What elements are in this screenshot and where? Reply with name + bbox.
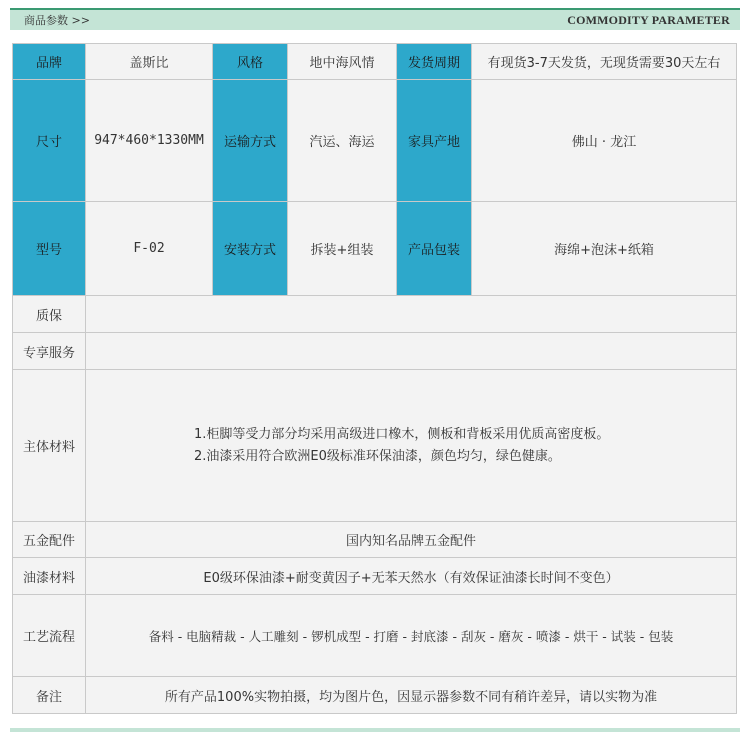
material-label: 主体材料 [13,370,86,522]
process-value: 备料 - 电脑精裁 - 人工雕刻 - 锣机成型 - 打磨 - 封底漆 - 刮灰 - 磨灰 - 喷漆 - 烘干 - 试装 - 包装 [86,595,737,677]
transport-value: 汽运、海运 [288,80,397,202]
packaging-label: 产品包装 [397,202,472,296]
service-value [86,333,737,370]
model-label: 型号 [13,202,86,296]
service-label: 专享服务 [13,333,86,370]
packaging-value: 海绵+泡沫+纸箱 [472,202,737,296]
table-row [13,522,737,558]
model-value: F-02 [86,202,213,296]
table-row [13,558,737,595]
table-row [13,80,737,202]
note-value: 所有产品100%实物拍摄，均为图片色，因显示器参数不同有稍许差异，请以实物为准 [86,677,737,714]
origin-value: 佛山 · 龙江 [472,80,737,202]
style-label: 风格 [213,44,288,80]
install-value: 拆装+组装 [288,202,397,296]
warranty-label: 质保 [13,296,86,333]
process-label: 工艺流程 [13,595,86,677]
brand-value: 盖斯比 [86,44,213,80]
hardware-value: 国内知名品牌五金配件 [86,522,737,558]
transport-label: 运输方式 [213,80,288,202]
paint-label: 油漆材料 [13,558,86,595]
hardware-label: 五金配件 [13,522,86,558]
table-row [13,202,737,296]
table-row [13,595,737,677]
note-label: 备注 [13,677,86,714]
table-row [13,44,737,80]
table-row [13,677,737,714]
warranty-value [86,296,737,333]
commodity-parameter-table [12,43,737,714]
shipping-cycle-label: 发货周期 [397,44,472,80]
footer-divider [10,728,740,732]
origin-label: 家具产地 [397,80,472,202]
section-title-en: COMMODITY PARAMETER [567,12,730,27]
size-label: 尺寸 [13,80,86,202]
material-line-1: 1.柜脚等受力部分均采用高级进口橡木，侧板和背板采用优质高密度板。 [194,426,610,442]
paint-value: E0级环保油漆+耐变黄因子+无苯天然水（有效保证油漆长时间不变色） [86,558,737,595]
table-row [13,296,737,333]
table-row [13,370,737,522]
material-value [86,370,737,522]
material-line-2: 2.油漆采用符合欧洲E0级标准环保油漆，颜色均匀，绿色健康。 [194,448,561,464]
style-value: 地中海风情 [288,44,397,80]
install-label: 安装方式 [213,202,288,296]
section-header [10,8,740,30]
section-title-cn: 商品参数 >> [24,14,90,27]
table-row [13,333,737,370]
brand-label: 品牌 [13,44,86,80]
shipping-cycle-value: 有现货3-7天发货，无现货需要30天左右 [472,44,737,80]
size-value: 947*460*1330MM [86,80,213,202]
